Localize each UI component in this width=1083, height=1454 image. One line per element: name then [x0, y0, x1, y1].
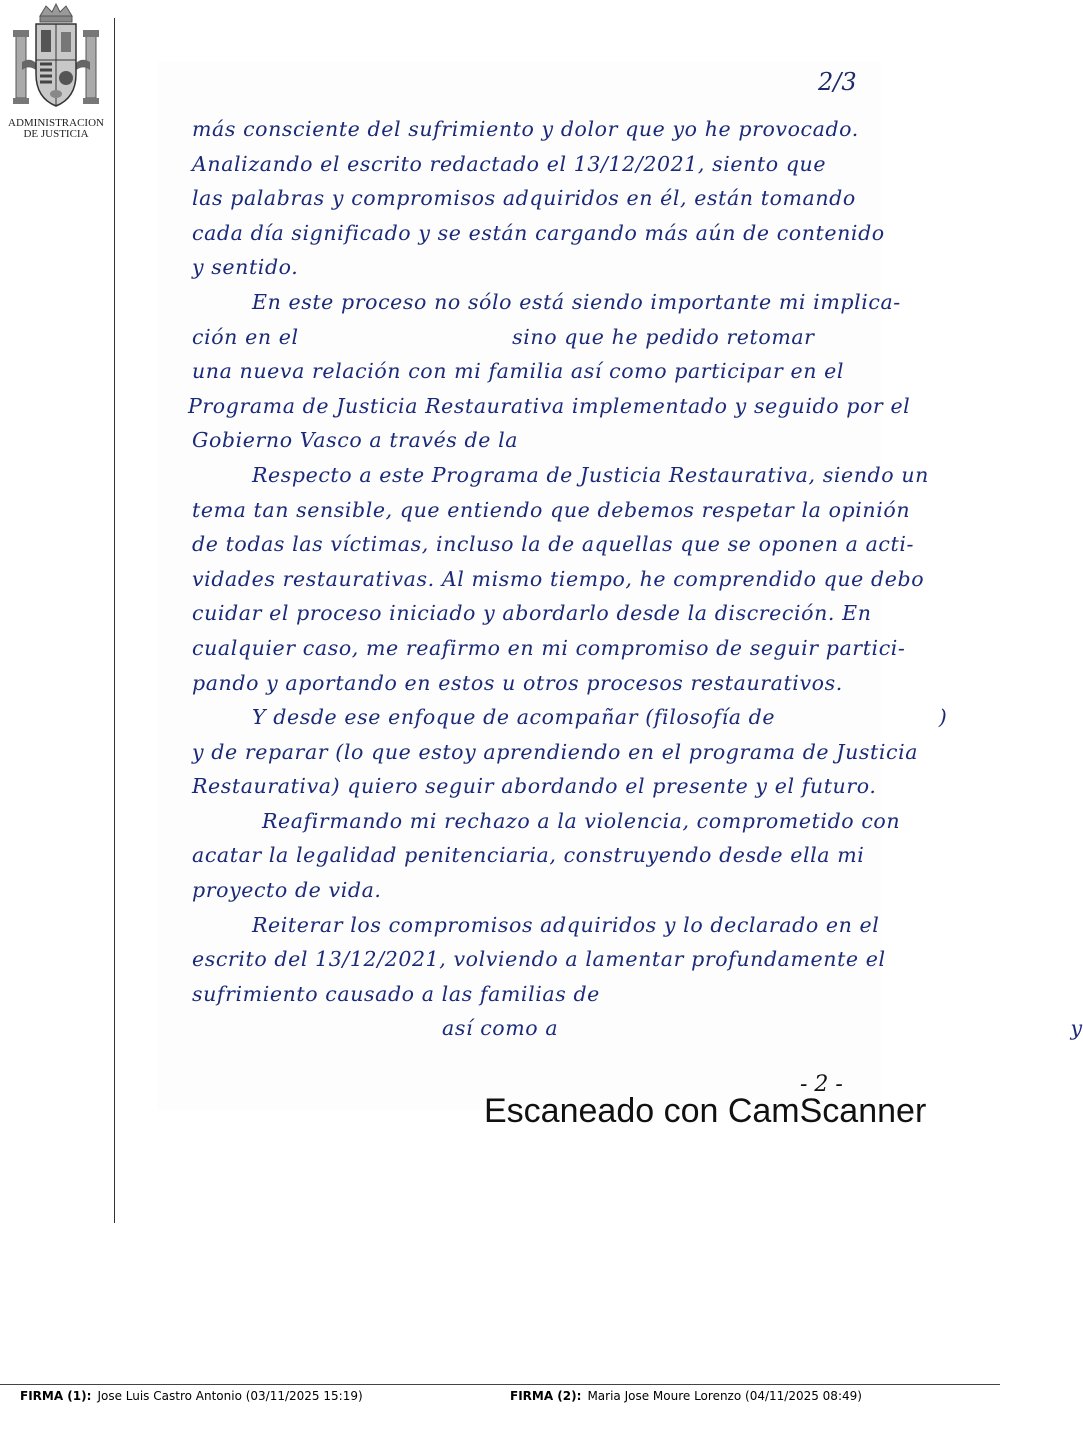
handwritten-line: más consciente del sufrimiento y dolor que yo he provocado. — [192, 117, 859, 141]
coat-of-arms-icon — [12, 2, 100, 116]
scanner-watermark — [484, 1088, 927, 1130]
handwritten-line: y sentido. — [192, 255, 299, 280]
coat-of-arms-logo — [0, 0, 112, 144]
signature-1 — [20, 1389, 363, 1403]
handwritten-line: acatar la legalidad penitenciaria, construyendo desde ella mi — [192, 843, 865, 868]
handwritten-line: Reiterar los compromisos adquiridos y lo declarado en el — [252, 912, 880, 937]
crest-caption-line1: ADMINISTRACION — [8, 117, 104, 129]
signature-1-value: Jose Luis Castro Antonio (03/11/2025 15:19) — [97, 1389, 363, 1403]
handwritten-line: cuidar el proceso iniciado y abordarlo desde la discreción. En — [192, 601, 872, 626]
left-margin-rule — [114, 18, 115, 1223]
handwritten-line: de todas las víctimas, incluso la de aquellas que se oponen a acti- — [192, 532, 915, 557]
handwritten-line: Y desde ese enfoque de acompañar (filosofía de ) — [252, 705, 948, 730]
handwritten-line: pando y aportando en estos u otros procesos restaurativos. — [192, 670, 843, 695]
handwritten-line: tema tan sensible, que entiendo que debemos respetar la opinión — [192, 497, 911, 522]
handwritten-line: Respecto a este Programa de Justicia Restaurativa, siendo un — [252, 462, 929, 487]
crest-caption-line2: DE JUSTICIA — [23, 128, 89, 140]
handwritten-line: una nueva relación con mi familia así como participar en el — [192, 359, 845, 384]
scanner-watermark-text: Escaneado con CamScanner — [484, 1092, 927, 1130]
handwritten-line: Programa de Justicia Restaurativa implementado y seguido por el — [188, 393, 911, 418]
handwritten-line: escrito del 13/12/2021, volviendo a lamentar profundamente el — [192, 947, 886, 972]
letter-page-number: 2/3 — [818, 68, 857, 96]
crest-caption — [0, 118, 112, 140]
handwritten-line: Analizando el escrito redactado el 13/12/2021, siento que — [192, 151, 827, 176]
handwritten-line: Reafirmando mi rechazo a la violencia, comprometido con — [262, 808, 901, 833]
signature-2 — [510, 1389, 862, 1403]
letter-footer-number: - 2 - — [800, 1072, 843, 1097]
handwritten-line: Gobierno Vasco a través de la — [192, 428, 519, 453]
signature-footer-rule — [0, 1384, 1000, 1385]
handwritten-line: En este proceso no sólo está siendo importante mi implica- — [252, 289, 901, 314]
handwritten-line: las palabras y compromisos adquiridos en él, están tomando — [192, 186, 856, 211]
handwritten-line: ción en el sino que he pedido retomar — [192, 324, 815, 349]
handwritten-line: y de reparar (lo que estoy aprendiendo en el programa de Justicia — [192, 739, 919, 764]
handwritten-line: sufrimiento causado a las familias de — [192, 981, 600, 1006]
handwritten-letter-body — [188, 112, 1083, 1046]
handwritten-line: vidades restaurativas. Al mismo tiempo, he comprendido que debo — [192, 566, 925, 591]
signature-1-label: FIRMA (1): — [20, 1389, 92, 1403]
signature-2-label: FIRMA (2): — [510, 1389, 582, 1403]
signature-2-value: Maria Jose Moure Lorenzo (04/11/2025 08:49) — [587, 1389, 862, 1403]
handwritten-line: así como a y — [442, 1016, 1083, 1041]
handwritten-line: Restaurativa) quiero seguir abordando el presente y el futuro. — [192, 774, 877, 799]
handwritten-line: proyecto de vida. — [192, 878, 382, 903]
handwritten-line: cada día significado y se están cargando más aún de contenido — [192, 220, 885, 245]
handwritten-line: cualquier caso, me reafirmo en mi compromiso de seguir partici- — [192, 635, 906, 660]
